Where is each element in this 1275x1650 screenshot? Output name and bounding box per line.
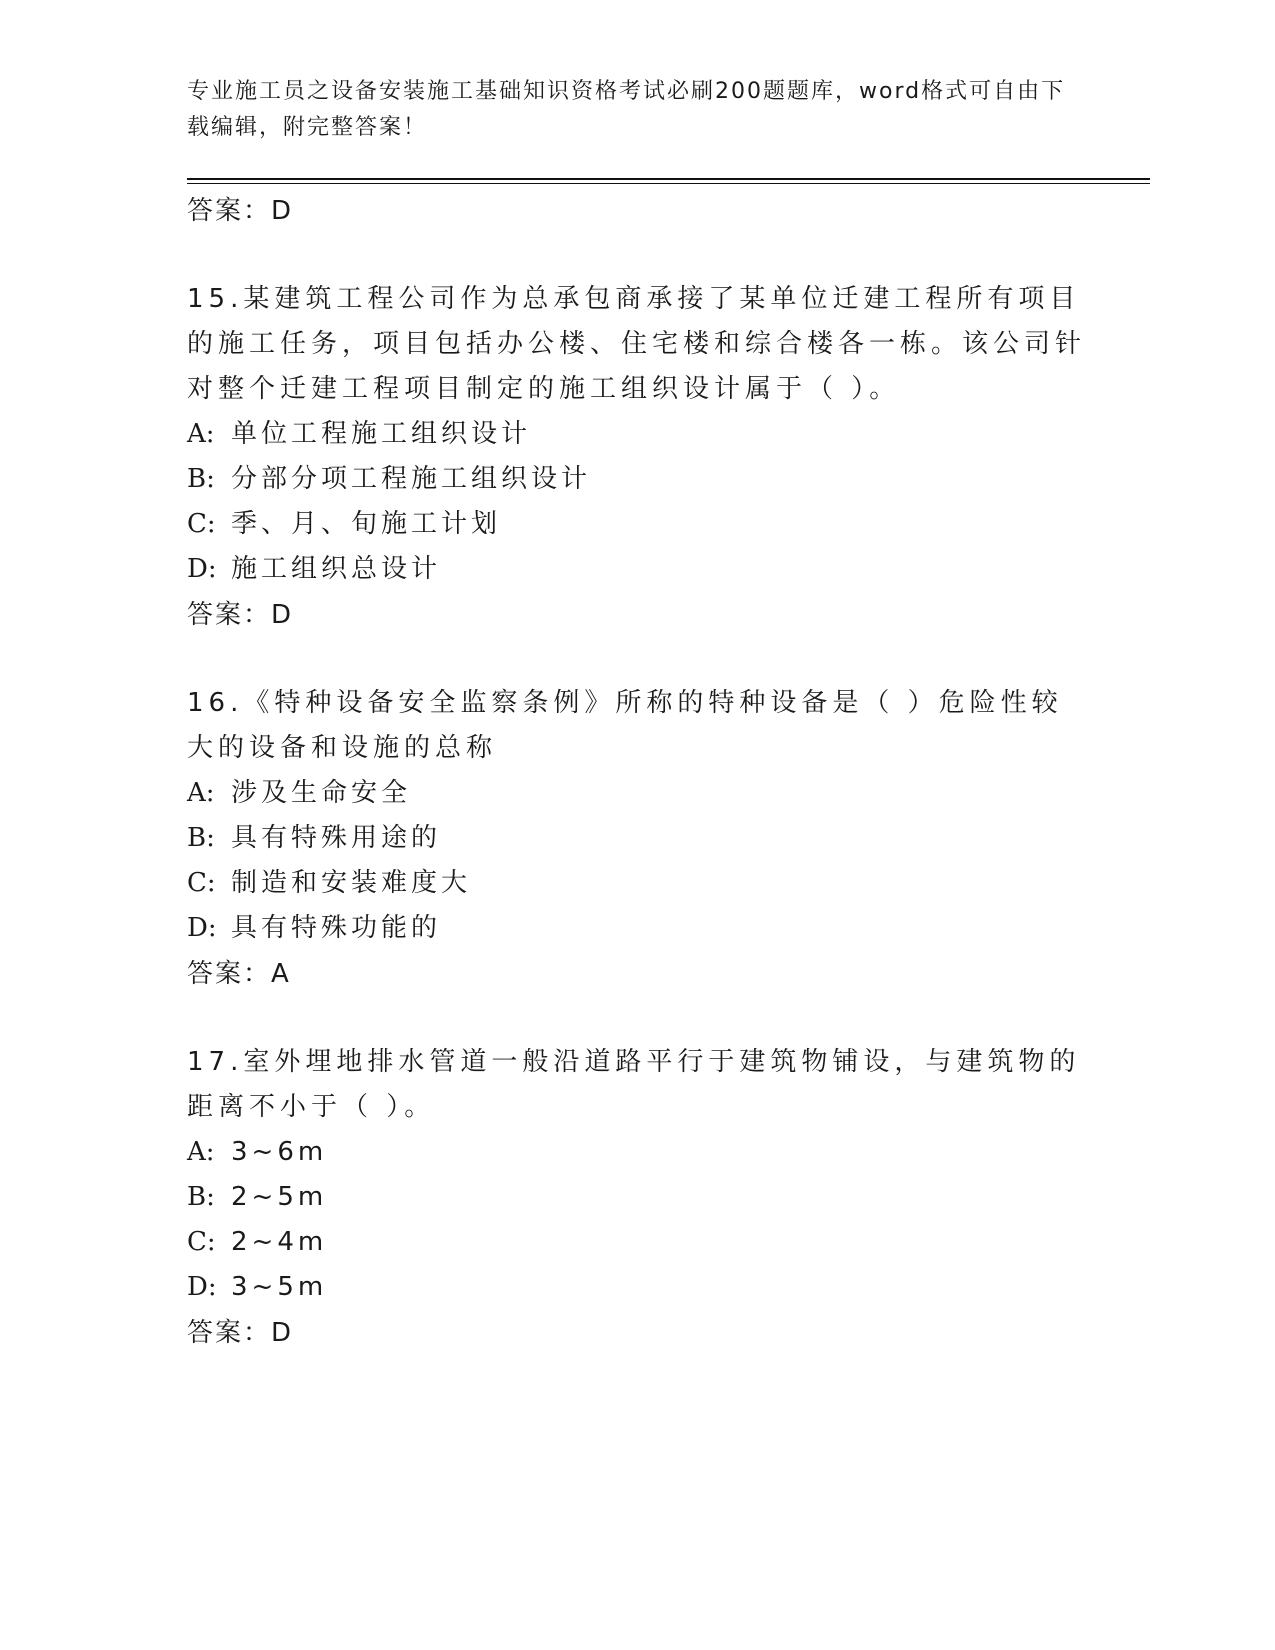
option-key: C: xyxy=(187,1227,216,1257)
option-b xyxy=(187,457,1087,502)
option-key: B: xyxy=(187,823,215,853)
option-text: 涉及生命安全 xyxy=(231,778,412,808)
question-item xyxy=(187,1040,1087,1356)
option-d xyxy=(187,906,1087,951)
option-key: C: xyxy=(187,509,216,539)
option-key: D: xyxy=(187,554,217,584)
option-text: 2~4m xyxy=(231,1227,328,1257)
question-text: 15.某建筑工程公司作为总承包商承接了某单位迁建工程所有项目的施工任务，项目包括办公楼、住宅楼和综合楼各一栋。该公司针对整个迁建工程项目制定的施工组织设计属于（ ）。 xyxy=(187,284,1087,404)
answer-line: 答案：D xyxy=(187,196,294,226)
option-d xyxy=(187,1265,1087,1310)
header-divider-thin xyxy=(187,183,1150,184)
option-a xyxy=(187,771,1087,816)
page-header: 专业施工员之设备安装施工基础知识资格考试必刷200题题库，word格式可自由下载编辑，附完整答案！ xyxy=(187,79,1066,140)
option-text: 单位工程施工组织设计 xyxy=(231,419,532,449)
option-text: 施工组织总设计 xyxy=(231,554,442,584)
question-list xyxy=(187,188,1087,1356)
option-text: 具有特殊功能的 xyxy=(231,913,442,943)
option-key: A: xyxy=(187,1137,215,1167)
option-b xyxy=(187,1175,1087,1220)
question-item xyxy=(187,277,1087,638)
option-c xyxy=(187,1220,1087,1265)
question-text: 17.室外埋地排水管道一般沿道路平行于建筑物铺设，与建筑物的距离不小于（ ）。 xyxy=(187,1047,1081,1122)
option-key: D: xyxy=(187,1272,217,1302)
option-text: 具有特殊用途的 xyxy=(231,823,442,853)
option-text: 分部分项工程施工组织设计 xyxy=(231,464,592,494)
header-divider-thick xyxy=(187,178,1150,180)
option-c xyxy=(187,502,1087,547)
option-key: B: xyxy=(187,464,215,494)
answer-line: 答案：D xyxy=(187,1318,294,1348)
option-a xyxy=(187,412,1087,457)
answer-line: 答案：A xyxy=(187,959,291,989)
option-text: 2~5m xyxy=(231,1182,328,1212)
option-d xyxy=(187,547,1087,592)
option-a xyxy=(187,1130,1087,1175)
answer-line: 答案：D xyxy=(187,600,294,630)
option-text: 3~5m xyxy=(231,1272,328,1302)
question-text: 16.《特种设备安全监察条例》所称的特种设备是（ ）危险性较大的设备和设施的总称 xyxy=(187,688,1063,763)
question-item xyxy=(187,681,1087,997)
spacer xyxy=(187,638,1087,681)
option-key: D: xyxy=(187,913,217,943)
spacer xyxy=(187,234,1087,277)
spacer xyxy=(187,997,1087,1040)
option-b xyxy=(187,816,1087,861)
option-c xyxy=(187,861,1087,906)
option-key: A: xyxy=(187,778,215,808)
option-text: 3~6m xyxy=(231,1137,328,1167)
option-key: A: xyxy=(187,419,215,449)
option-text: 制造和安装难度大 xyxy=(231,868,472,898)
option-key: B: xyxy=(187,1182,215,1212)
option-text: 季、月、旬施工计划 xyxy=(231,509,502,539)
option-key: C: xyxy=(187,868,216,898)
